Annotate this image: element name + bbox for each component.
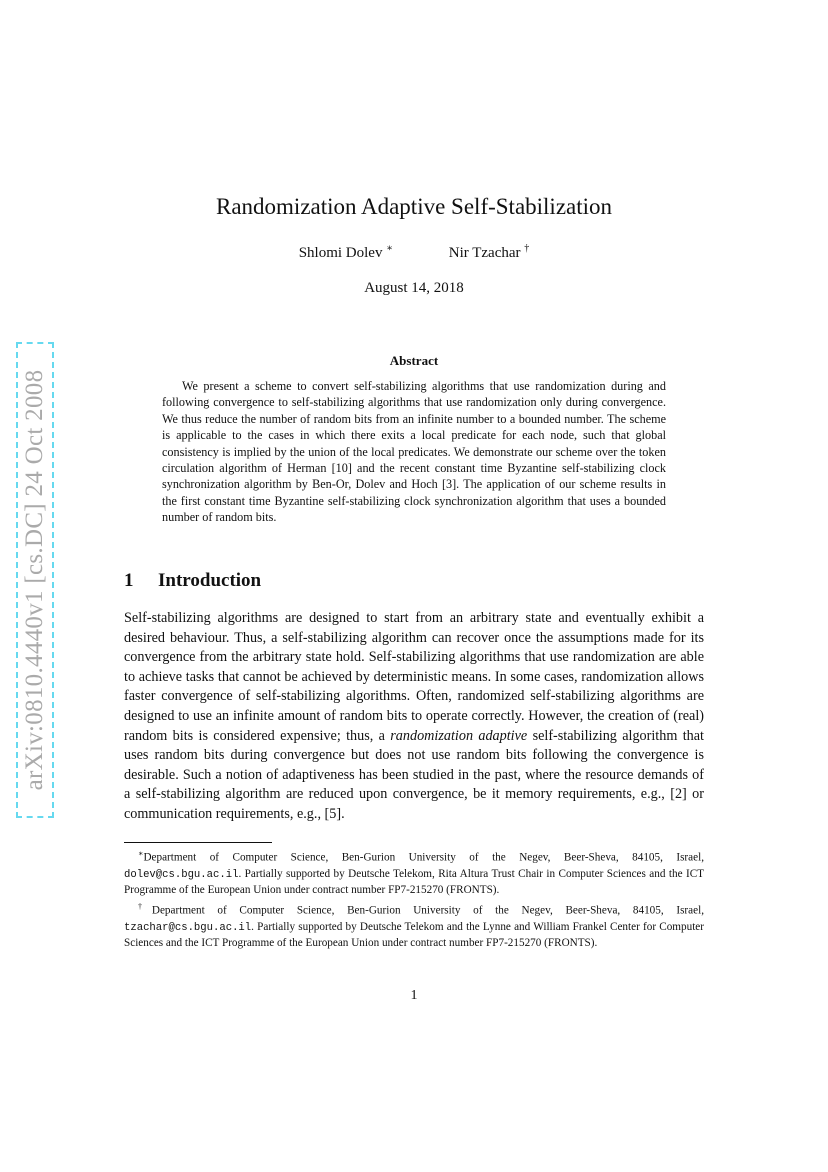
footnote-text: . Partially supported by Deutsche Telekom and the Lynne and William Frankel Center for Computer Sciences and the ICT Programme of the European Union under contract number FP7-215270 (FRONTS). [124,920,704,950]
abstract-text: We present a scheme to convert self-stabilizing algorithms that use randomization during and following convergence to self-stabilizing algorithms that use randomization only during convergence. We thus reduce the number of random bits from an infinite number to a bounded number. The scheme is applicable to the cases in which there exits a local predicate for each node, such that global consistency is implied by the union of the local predicates. We demonstrate our scheme over the token circulation algorithm of Herman [10] and the recent constant time Byzantine self-stabilizing clock synchronization algorithm by Ben-Or, Dolev and Hoch [3]. The application of our scheme results in the first constant time Byzantine self-stabilizing clock synchronization algorithm that uses a bounded number of random bits. [162,379,666,525]
footnote-tzachar [124,899,704,952]
footnote-mark: † [138,902,152,912]
section-title: Introduction [158,570,262,591]
footnote-mark: ∗ [138,849,144,858]
footnote-text: Department of Computer Science, Ben-Gurion University of the Negev, Beer-Sheva, 84105, Israel, [151,904,704,917]
page-number: 1 [410,988,418,1003]
author-name: Shlomi Dolev [298,245,383,261]
arxiv-identifier-stamp[interactable] [16,342,54,818]
paper-title: Randomization Adaptive Self-Stabilization [215,194,613,219]
paragraph-text: Self-stabilizing algorithms are designed to start from an arbitrary state and eventually exhibit a desired behaviour. Thus, a self-stabilizing algorithm can recover once the assumptions made for its convergence from the arbitrary state hold. Self-stabilizing algorithms that use randomization are able to achieve tasks that cannot be achieved by deterministic means. In some cases, randomization allows faster convergence of self-stabilizing algorithms. Often, randomized self-stabilizing algorithms are designed to use an infinite amount of random bits to operate correctly. However, the creation of (real) random bits is considered expensive; thus, a [124,610,704,744]
email-address[interactable]: dolev@cs.bgu.ac.il [124,868,239,881]
introduction-paragraph [124,609,704,825]
footnote-mark[interactable]: † [524,243,530,254]
footnote-text: . Partially supported by Deutsche Telekom, Rita Altura Trust Chair in Computer Sciences and the ICT Programme of the European Union under contract number FP7-215270 (FRONTS). [124,867,704,897]
email-address[interactable]: tzachar@cs.bgu.ac.il [124,921,252,934]
emphasis-term: randomization adaptive [390,727,528,744]
footnote-mark[interactable]: ∗ [386,243,394,254]
footnote-dolev [124,846,704,899]
author-dolev [299,243,393,262]
arxiv-identifier-text: arXiv:0810.4440v1 [cs.DC] 24 Oct 2008 [21,369,48,791]
section-number: 1 [124,570,134,591]
author-name: Nir Tzachar [448,245,521,261]
author-tzachar [449,243,530,262]
abstract-heading: Abstract [389,353,439,368]
paper-date: August 14, 2018 [364,280,464,296]
footnote-divider [124,842,272,843]
paragraph-text: self-stabilizing algorithm that uses random bits during convergence but does not use random bits following the convergence is desirable. Such a notion of adaptiveness has been studied in the past, where the resource demands of a self-stabilizing algorithm are reduced upon convergence, be it memory requirements, e.g., [2] or communication requirements, e.g., [5]. [124,727,704,822]
footnote-text: Department of Computer Science, Ben-Gurion University of the Negev, Beer-Sheva, 84105, Israel, [143,851,704,864]
footnotes [124,846,704,952]
section-heading [124,570,261,592]
author-list [0,243,828,262]
